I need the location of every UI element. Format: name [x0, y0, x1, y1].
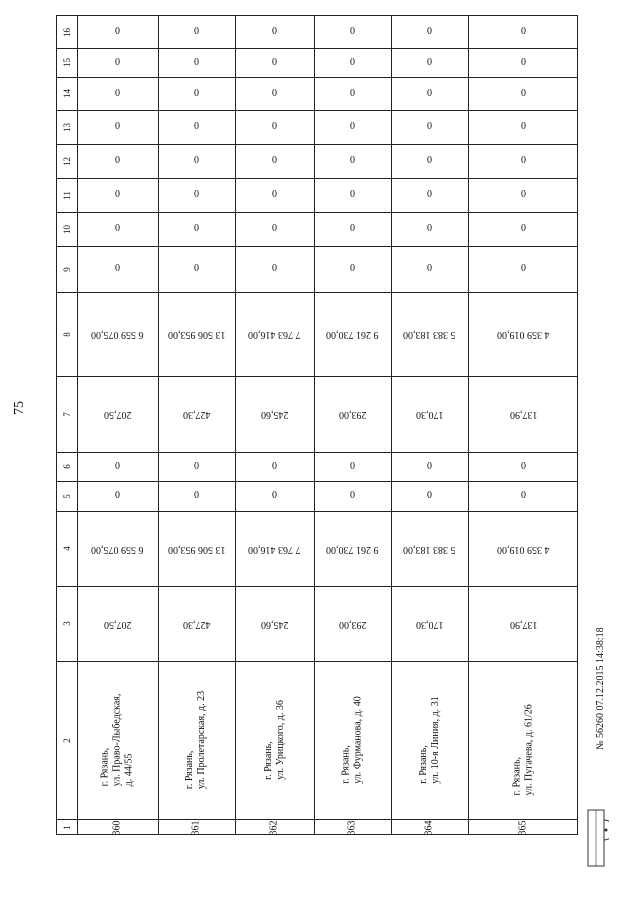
cell-value: 0 — [521, 155, 526, 166]
cell-value: 0 — [521, 87, 526, 99]
column-header — [57, 144, 77, 178]
cell-value: 0 — [427, 490, 432, 501]
cell-value: 361 — [190, 820, 202, 835]
cell-value: 0 — [115, 121, 120, 132]
value-cell — [314, 481, 391, 511]
cell-value: 293,00 — [338, 409, 367, 420]
cell-value: 0 — [272, 121, 277, 132]
cell-value: 0 — [115, 87, 120, 99]
column-header-label: 4 — [61, 546, 72, 551]
cell-value: 0 — [427, 189, 432, 200]
value-cell — [314, 586, 391, 661]
value-cell — [77, 144, 158, 178]
value-cell — [235, 292, 314, 376]
cell-value: 360 — [111, 820, 123, 835]
cell-value: 170,30 — [415, 409, 444, 420]
value-cell — [468, 16, 579, 48]
cell-value: 0 — [115, 460, 120, 472]
cell-value: 0 — [272, 155, 277, 166]
cell-value: 0 — [521, 263, 526, 274]
cell-value: 0 — [115, 189, 120, 200]
value-cell — [158, 144, 235, 178]
column-header — [57, 178, 77, 212]
value-cell — [391, 77, 468, 110]
value-cell — [235, 77, 314, 110]
value-cell — [77, 481, 158, 511]
cell-value: 6 559 075,00 — [91, 329, 144, 340]
address-line: ул. Пролетарская, д. 23 — [196, 690, 208, 790]
value-cell — [235, 511, 314, 586]
cell-value: 0 — [194, 189, 199, 200]
cell-value: 0 — [194, 121, 199, 132]
value-cell — [77, 246, 158, 292]
value-cell — [468, 48, 579, 77]
address-cell — [468, 661, 579, 819]
value-cell — [391, 16, 468, 48]
column-header-label: 6 — [61, 464, 72, 469]
value-cell — [468, 144, 579, 178]
address-line: г. Рязань, — [340, 745, 352, 784]
address-line: г. Рязань, — [262, 741, 274, 780]
cell-value: 365 — [517, 820, 529, 835]
cell-value: 0 — [194, 155, 199, 166]
row-number-cell — [158, 819, 235, 836]
cell-value: 245,60 — [260, 618, 289, 630]
row-number-cell — [77, 819, 158, 836]
cell-value: 4 359 019,00 — [497, 543, 550, 555]
value-cell — [314, 144, 391, 178]
column-header-label: 3 — [61, 621, 72, 626]
cell-value: 207,50 — [103, 618, 132, 630]
cell-value: 9 261 730,00 — [326, 329, 379, 340]
cell-value: 9 261 730,00 — [326, 543, 379, 555]
cell-value: 0 — [521, 26, 526, 37]
cell-value: 170,30 — [415, 618, 444, 630]
cell-value: 0 — [350, 189, 355, 200]
column-header — [57, 376, 77, 452]
value-cell — [158, 110, 235, 144]
cell-value: 0 — [427, 223, 432, 234]
value-cell — [158, 246, 235, 292]
value-cell — [77, 212, 158, 246]
row-number-cell — [391, 819, 468, 836]
value-cell — [314, 77, 391, 110]
row-number-cell — [314, 819, 391, 836]
value-cell — [314, 16, 391, 48]
column-header-label: 5 — [61, 493, 72, 499]
cell-value: 0 — [350, 56, 355, 68]
stamp-logo-icon — [585, 800, 609, 880]
cell-value: 0 — [427, 460, 432, 472]
address-cell — [235, 661, 314, 819]
value-cell — [158, 212, 235, 246]
cell-value: 0 — [427, 87, 432, 99]
value-cell — [391, 144, 468, 178]
cell-value: 0 — [350, 26, 355, 37]
value-cell — [235, 16, 314, 48]
cell-value: 427,30 — [182, 618, 211, 630]
address-line: г. Рязань, — [511, 756, 523, 796]
cell-value: 0 — [115, 56, 120, 68]
value-cell — [77, 16, 158, 48]
column-header-label: 7 — [61, 411, 72, 417]
address-cell — [391, 661, 468, 819]
address-line: ул. 10-я Линия, д. 31 — [429, 696, 441, 784]
cell-value: 207,50 — [103, 409, 132, 420]
cell-value: 6 559 075,00 — [91, 543, 144, 555]
cell-value: 0 — [194, 223, 199, 234]
address-cell — [314, 661, 391, 819]
cell-value: 0 — [521, 223, 526, 234]
cell-value: 0 — [194, 26, 199, 37]
column-header — [57, 212, 77, 246]
cell-value: 0 — [272, 56, 277, 68]
cell-value: 0 — [427, 26, 432, 37]
value-cell — [235, 48, 314, 77]
value-cell — [77, 110, 158, 144]
value-cell — [391, 481, 468, 511]
value-cell — [314, 376, 391, 452]
column-header — [57, 586, 77, 661]
value-cell — [468, 481, 579, 511]
row-number-cell — [468, 819, 579, 836]
value-cell — [77, 376, 158, 452]
value-cell — [468, 77, 579, 110]
value-cell — [468, 452, 579, 481]
address-line: ул. Урицкого, д. 36 — [274, 700, 286, 780]
cell-value: 0 — [272, 189, 277, 200]
cell-value: 0 — [272, 87, 277, 99]
cell-value: 5 383 183,00 — [403, 329, 456, 340]
column-header — [57, 661, 77, 819]
column-header-label: 2 — [61, 737, 72, 743]
value-cell — [77, 178, 158, 212]
cell-value: 137,90 — [509, 618, 538, 630]
cell-value: 0 — [194, 490, 199, 501]
column-header — [57, 246, 77, 292]
value-cell — [77, 292, 158, 376]
value-cell — [77, 586, 158, 661]
cell-value: 0 — [350, 460, 355, 472]
cell-value: 7 763 416,00 — [248, 329, 301, 340]
cell-value: 364 — [423, 820, 435, 835]
cell-value: 0 — [350, 155, 355, 166]
value-cell — [314, 246, 391, 292]
value-cell — [314, 110, 391, 144]
value-cell — [314, 452, 391, 481]
value-cell — [314, 48, 391, 77]
value-cell — [235, 212, 314, 246]
document-stamp: № 56260 07.12.2015 14:38:18 — [595, 627, 606, 750]
value-cell — [468, 511, 579, 586]
value-cell — [77, 77, 158, 110]
cell-value: 362 — [268, 820, 280, 835]
value-cell — [235, 376, 314, 452]
value-cell — [158, 586, 235, 661]
column-header — [57, 16, 77, 48]
cell-value: 0 — [350, 490, 355, 501]
address-line: ул. Пугачева, д. 61/26 — [523, 704, 535, 796]
value-cell — [314, 292, 391, 376]
cell-value: 0 — [272, 263, 277, 274]
row-number-cell — [235, 819, 314, 836]
cell-value: 0 — [272, 490, 277, 501]
cell-value: 0 — [115, 223, 120, 234]
column-header — [57, 110, 77, 144]
address-cell — [158, 661, 235, 819]
address-line: г. Рязань, — [99, 747, 111, 787]
value-cell — [235, 144, 314, 178]
value-cell — [77, 511, 158, 586]
value-cell — [391, 246, 468, 292]
column-header-label: 1 — [61, 825, 72, 830]
cell-value: 0 — [427, 155, 432, 166]
value-cell — [158, 376, 235, 452]
value-cell — [391, 292, 468, 376]
column-header-label: 14 — [61, 89, 72, 98]
cell-value: 0 — [272, 26, 277, 37]
value-cell — [235, 481, 314, 511]
value-cell — [391, 110, 468, 144]
column-header-label: 11 — [61, 190, 72, 200]
column-header-label: 10 — [61, 224, 72, 234]
cell-value: 0 — [427, 263, 432, 274]
cell-value: 0 — [521, 490, 526, 501]
cell-value: 0 — [194, 460, 199, 472]
value-cell — [235, 110, 314, 144]
cell-value: 0 — [521, 189, 526, 200]
cell-value: 0 — [350, 223, 355, 234]
value-cell — [391, 452, 468, 481]
cell-value: 0 — [521, 460, 526, 472]
value-cell — [158, 292, 235, 376]
column-header — [57, 481, 77, 511]
cell-value: 0 — [427, 56, 432, 68]
value-cell — [391, 586, 468, 661]
value-cell — [235, 178, 314, 212]
column-header — [57, 511, 77, 586]
cell-value: 13 506 953,00 — [167, 329, 226, 340]
address-line: ул. Фурманова, д. 40 — [352, 696, 364, 784]
cell-value: 4 359 019,00 — [497, 329, 550, 340]
value-cell — [391, 511, 468, 586]
value-cell — [468, 178, 579, 212]
value-cell — [314, 178, 391, 212]
cell-value: 0 — [194, 87, 199, 99]
address-line: ул. Право-Лыбедская, — [111, 693, 123, 787]
cell-value: 0 — [115, 490, 120, 501]
cell-value: 0 — [194, 263, 199, 274]
column-header — [57, 48, 77, 77]
value-cell — [158, 481, 235, 511]
cell-value: 0 — [272, 460, 277, 472]
value-cell — [158, 511, 235, 586]
value-cell — [468, 376, 579, 452]
cell-value: 427,30 — [182, 409, 211, 420]
cell-value: 0 — [350, 121, 355, 132]
cell-value: 0 — [272, 223, 277, 234]
value-cell — [158, 48, 235, 77]
column-header-label: 15 — [61, 58, 72, 67]
column-header-label: 16 — [61, 27, 72, 37]
value-cell — [158, 452, 235, 481]
value-cell — [235, 586, 314, 661]
cell-value: 13 506 953,00 — [167, 543, 226, 555]
cell-value: 7 763 416,00 — [248, 543, 301, 555]
value-cell — [391, 48, 468, 77]
value-cell — [77, 452, 158, 481]
data-table — [56, 15, 578, 835]
address-line: г. Рязань, — [184, 750, 196, 790]
cell-value: 293,00 — [338, 618, 367, 630]
cell-value: 5 383 183,00 — [403, 543, 456, 555]
value-cell — [158, 16, 235, 48]
cell-value: 0 — [427, 121, 432, 132]
cell-value: 137,90 — [509, 409, 538, 420]
column-header-label: 12 — [61, 156, 72, 166]
cell-value: 0 — [350, 263, 355, 274]
cell-value: 0 — [350, 87, 355, 99]
cell-value: 0 — [115, 155, 120, 166]
value-cell — [391, 178, 468, 212]
value-cell — [391, 376, 468, 452]
page-number: 75 — [12, 401, 27, 415]
address-line: д. 44/55 — [123, 753, 135, 787]
value-cell — [468, 586, 579, 661]
cell-value: 0 — [521, 121, 526, 132]
column-header — [57, 819, 77, 836]
column-header-label: 9 — [61, 266, 72, 272]
cell-value: 0 — [521, 56, 526, 68]
column-header — [57, 292, 77, 376]
cell-value: 0 — [115, 263, 120, 274]
value-cell — [314, 212, 391, 246]
cell-value: 363 — [346, 820, 358, 835]
value-cell — [468, 292, 579, 376]
value-cell — [468, 212, 579, 246]
address-cell — [77, 661, 158, 819]
value-cell — [468, 246, 579, 292]
column-header — [57, 452, 77, 481]
cell-value: 0 — [115, 26, 120, 37]
column-header — [57, 77, 77, 110]
cell-value: 245,60 — [260, 409, 289, 420]
column-header-label: 8 — [61, 331, 72, 337]
address-line: г. Рязань, — [417, 745, 429, 784]
value-cell — [77, 48, 158, 77]
value-cell — [158, 77, 235, 110]
column-header-label: 13 — [61, 122, 72, 132]
value-cell — [314, 511, 391, 586]
value-cell — [468, 110, 579, 144]
value-cell — [235, 246, 314, 292]
value-cell — [235, 452, 314, 481]
value-cell — [391, 212, 468, 246]
cell-value: 0 — [194, 56, 199, 68]
value-cell — [158, 178, 235, 212]
